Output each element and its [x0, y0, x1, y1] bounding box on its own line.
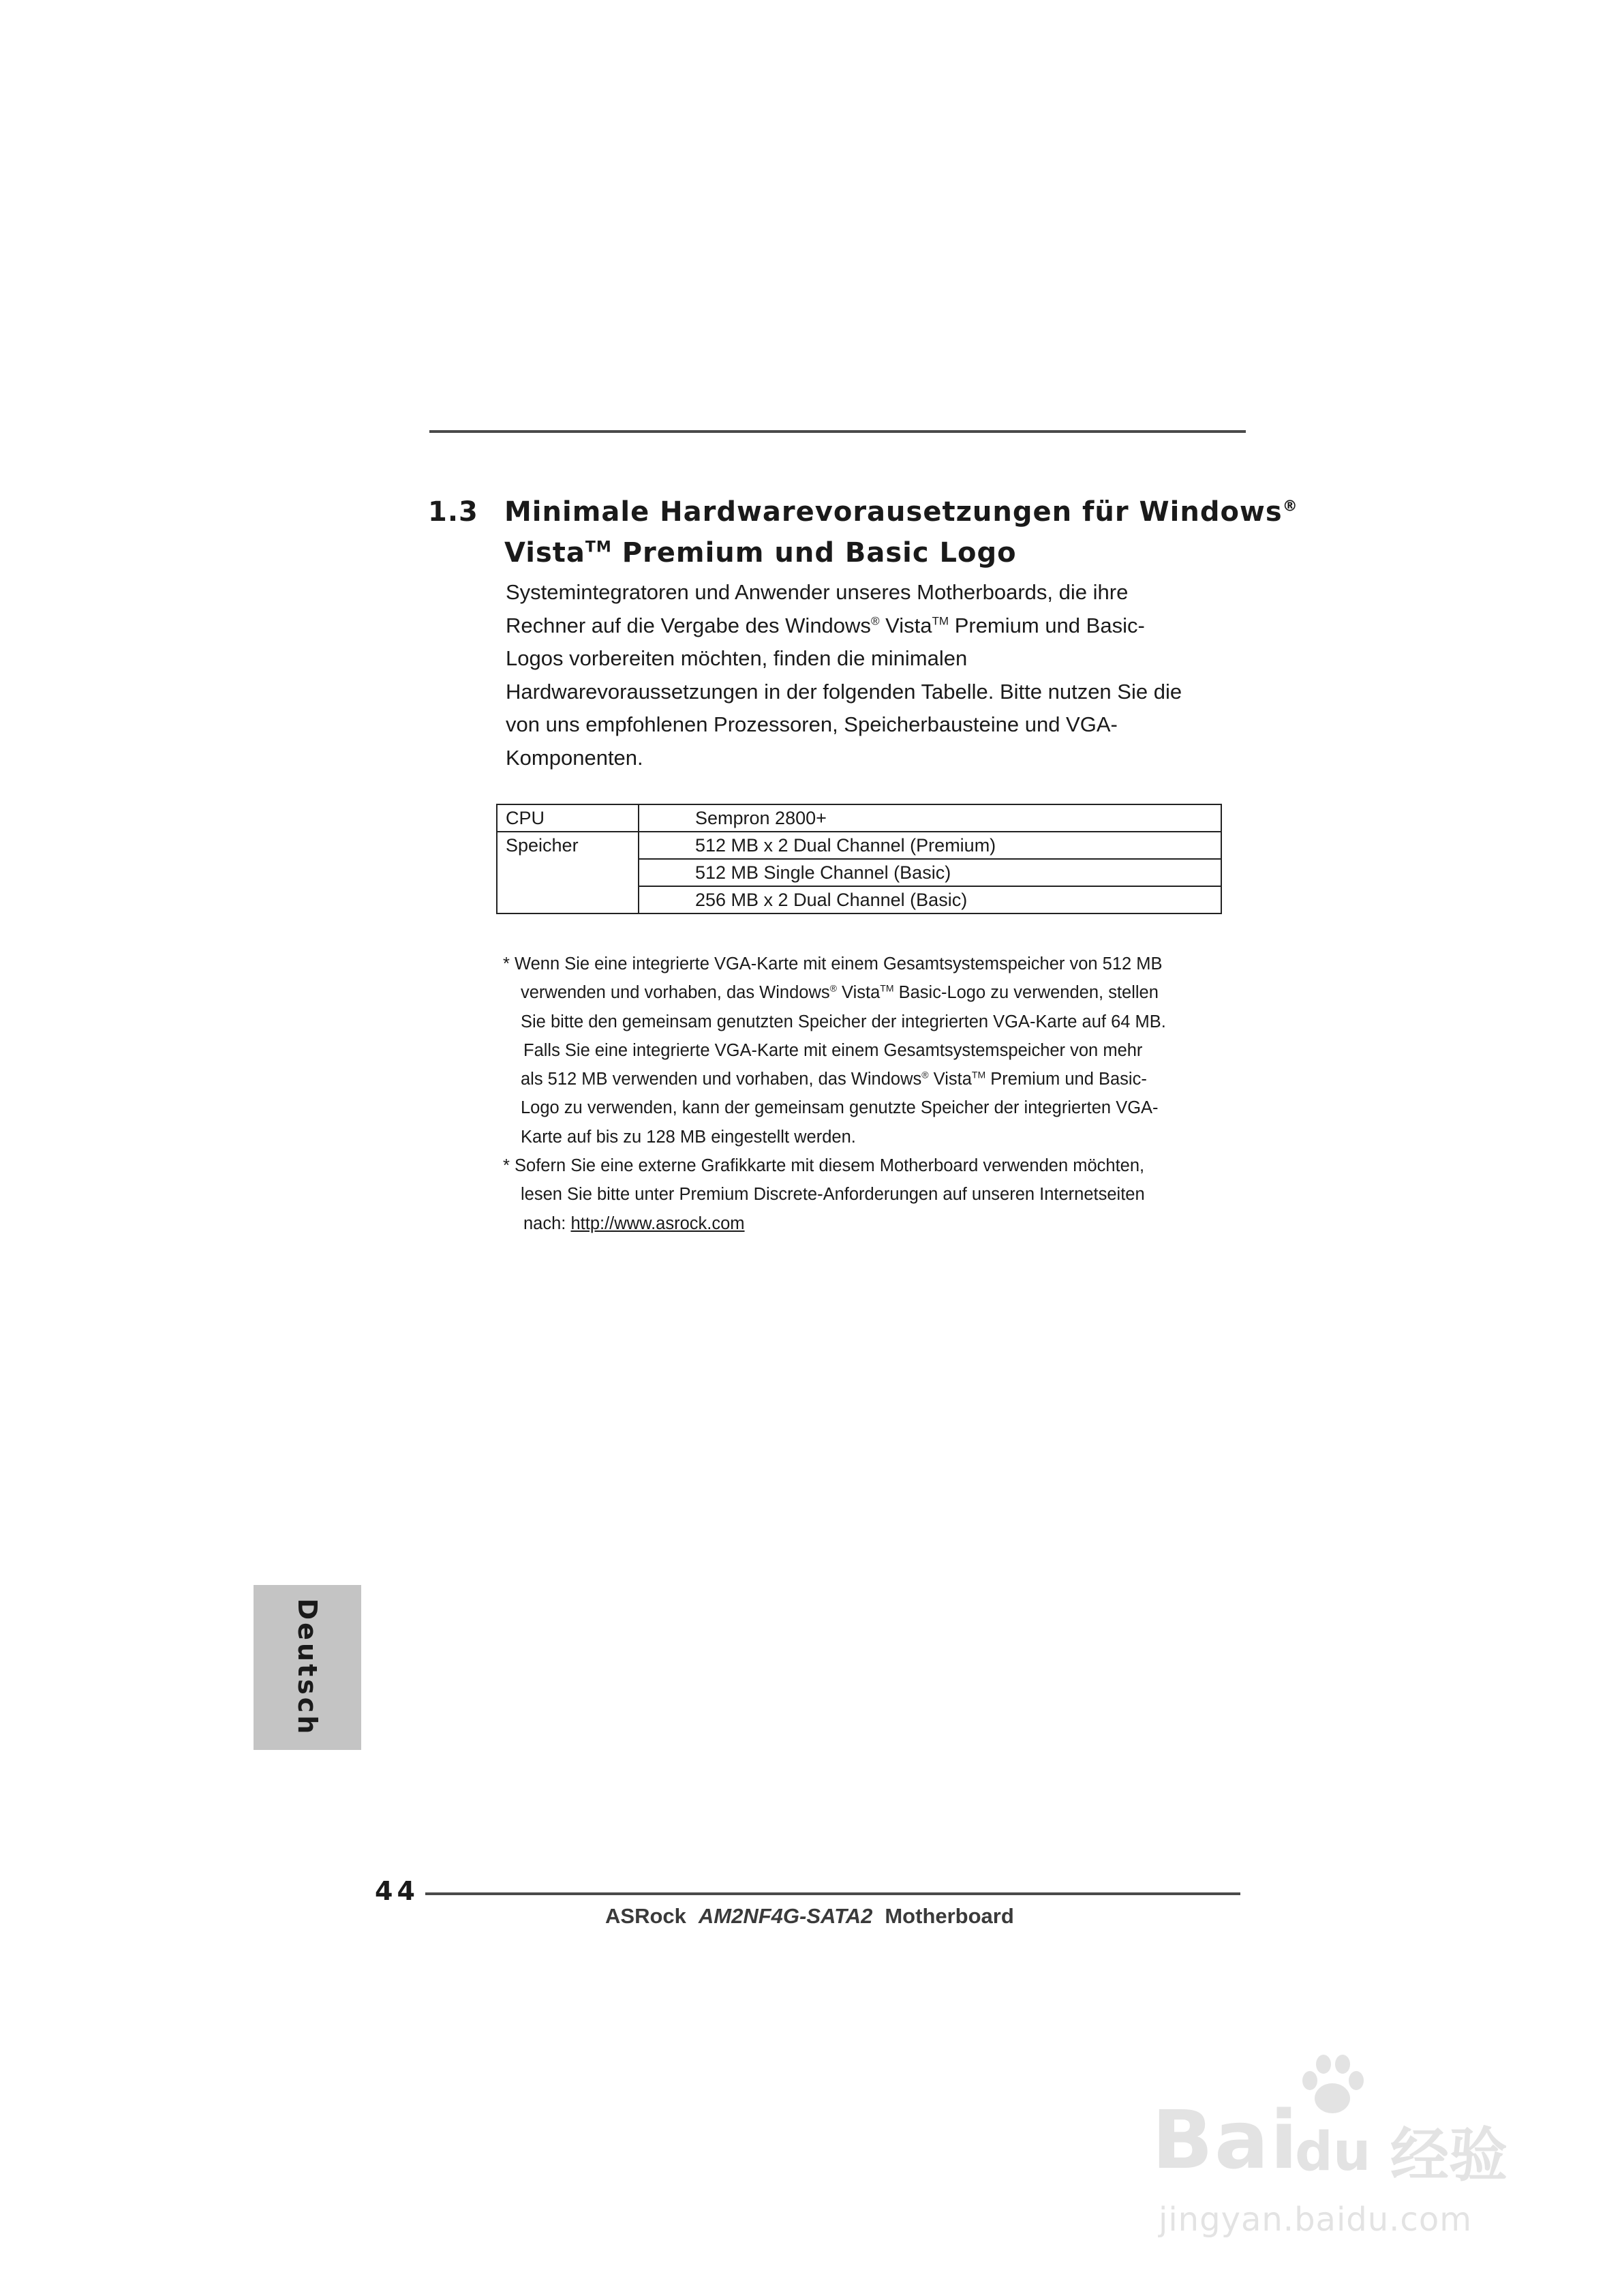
trademark-mark: TM — [880, 982, 894, 994]
text: Rechner auf die Vergabe des Windows — [506, 613, 871, 637]
intro-line: Systemintegratoren und Anwender unseres Motherboards, die ihre — [506, 580, 1129, 604]
text: verwenden und vorhaben, das Windows — [521, 983, 830, 1003]
footnotes — [503, 950, 1259, 1238]
registered-mark: ® — [1282, 498, 1298, 515]
section-number: 1.3 — [428, 496, 478, 528]
watermark-url: jingyan.baidu.com — [1159, 2201, 1472, 2239]
note-line: Logo zu verwenden, kann der gemeinsam genutzte Speicher der integrierten VGA- — [521, 1098, 1159, 1118]
note-line — [503, 1209, 1259, 1238]
note-line: * Wenn Sie eine integrierte VGA-Karte mit einem Gesamtsystemspeicher von 512 MB — [503, 954, 1163, 973]
cpu-label: CPU — [497, 804, 639, 832]
top-rule — [429, 430, 1246, 433]
title-text: Vista — [504, 537, 585, 569]
note-line: Falls Sie eine integrierte VGA-Karte mit einem Gesamtsystemspeicher von mehr — [523, 1040, 1143, 1060]
title-text: Minimale Hardwarevorausetzungen für Windows — [504, 496, 1283, 528]
intro-line — [506, 609, 1262, 643]
watermark-cn: 经验 — [1390, 2121, 1508, 2190]
trademark-mark: TM — [971, 1069, 986, 1081]
registered-mark: ® — [870, 614, 880, 628]
title-text: Premium und Basic Logo — [611, 537, 1017, 569]
requirements-table — [496, 804, 1222, 914]
text: nach: — [523, 1213, 571, 1233]
note-line: lesen Sie bitte unter Premium Discrete-Anforderungen auf unseren Internetseiten — [521, 1185, 1145, 1205]
section-title-line2 — [504, 537, 1017, 569]
bottom-rule — [425, 1892, 1240, 1895]
text: Vista — [879, 613, 932, 637]
language-label: Deutsch — [292, 1598, 322, 1737]
footer-brand: ASRock — [605, 1904, 686, 1928]
note-line — [503, 978, 1259, 1007]
intro-line: Hardwarevoraussetzungen in der folgenden Tabelle. Bitte nutzen Sie die — [506, 679, 1182, 704]
memory-value: 512 MB x 2 Dual Channel (Premium) — [639, 832, 1221, 859]
text: Vista — [836, 983, 881, 1003]
trademark-mark: TM — [932, 614, 949, 628]
footer-product: Motherboard — [885, 1904, 1014, 1928]
registered-mark: ® — [921, 1069, 929, 1081]
intro-line: von uns empfohlenen Prozessoren, Speicherbausteine und VGA- — [506, 712, 1118, 736]
note-line — [503, 1065, 1259, 1093]
asrock-website-link[interactable]: http://www.asrock.com — [570, 1213, 745, 1233]
text: Basic-Logo zu verwenden, stellen — [893, 983, 1159, 1003]
watermark-brand-du: du — [1295, 2121, 1371, 2183]
memory-value: 256 MB x 2 Dual Channel (Basic) — [639, 886, 1221, 913]
language-side-tab — [254, 1585, 361, 1750]
text: als 512 MB verwenden und vorhaben, das Windows — [521, 1070, 922, 1089]
memory-label: Speicher — [497, 832, 639, 913]
intro-paragraph — [506, 576, 1262, 774]
intro-line: Komponenten. — [506, 745, 643, 770]
memory-value: 512 MB Single Channel (Basic) — [639, 859, 1221, 886]
section-title-line1 — [504, 496, 1298, 528]
registered-mark: ® — [829, 982, 837, 994]
footer-model: AM2NF4G-SATA2 — [698, 1904, 873, 1928]
note-line: Karte auf bis zu 128 MB eingestellt werden. — [521, 1127, 856, 1147]
paw-icon — [1295, 2052, 1370, 2120]
cpu-value: Sempron 2800+ — [639, 804, 1221, 832]
page-number: 44 — [375, 1876, 419, 1906]
table-row — [497, 804, 1221, 832]
text: Premium und Basic- — [949, 613, 1145, 637]
watermark-brand: Bai — [1152, 2093, 1300, 2187]
text: Vista — [928, 1070, 972, 1089]
note-line: Sie bitte den gemeinsam genutzten Speicher der integrierten VGA-Karte auf 64 MB. — [521, 1012, 1166, 1031]
footer-product-line — [605, 1904, 1014, 1929]
table-row — [497, 832, 1221, 859]
trademark-mark: TM — [585, 539, 612, 556]
note-line: * Sofern Sie eine externe Grafikkarte mit diesem Motherboard verwenden möchten, — [503, 1156, 1145, 1176]
baidu-watermark — [1152, 2045, 1533, 2263]
intro-line: Logos vorbereiten möchten, finden die minimalen — [506, 646, 968, 670]
text: Premium und Basic- — [985, 1070, 1147, 1089]
